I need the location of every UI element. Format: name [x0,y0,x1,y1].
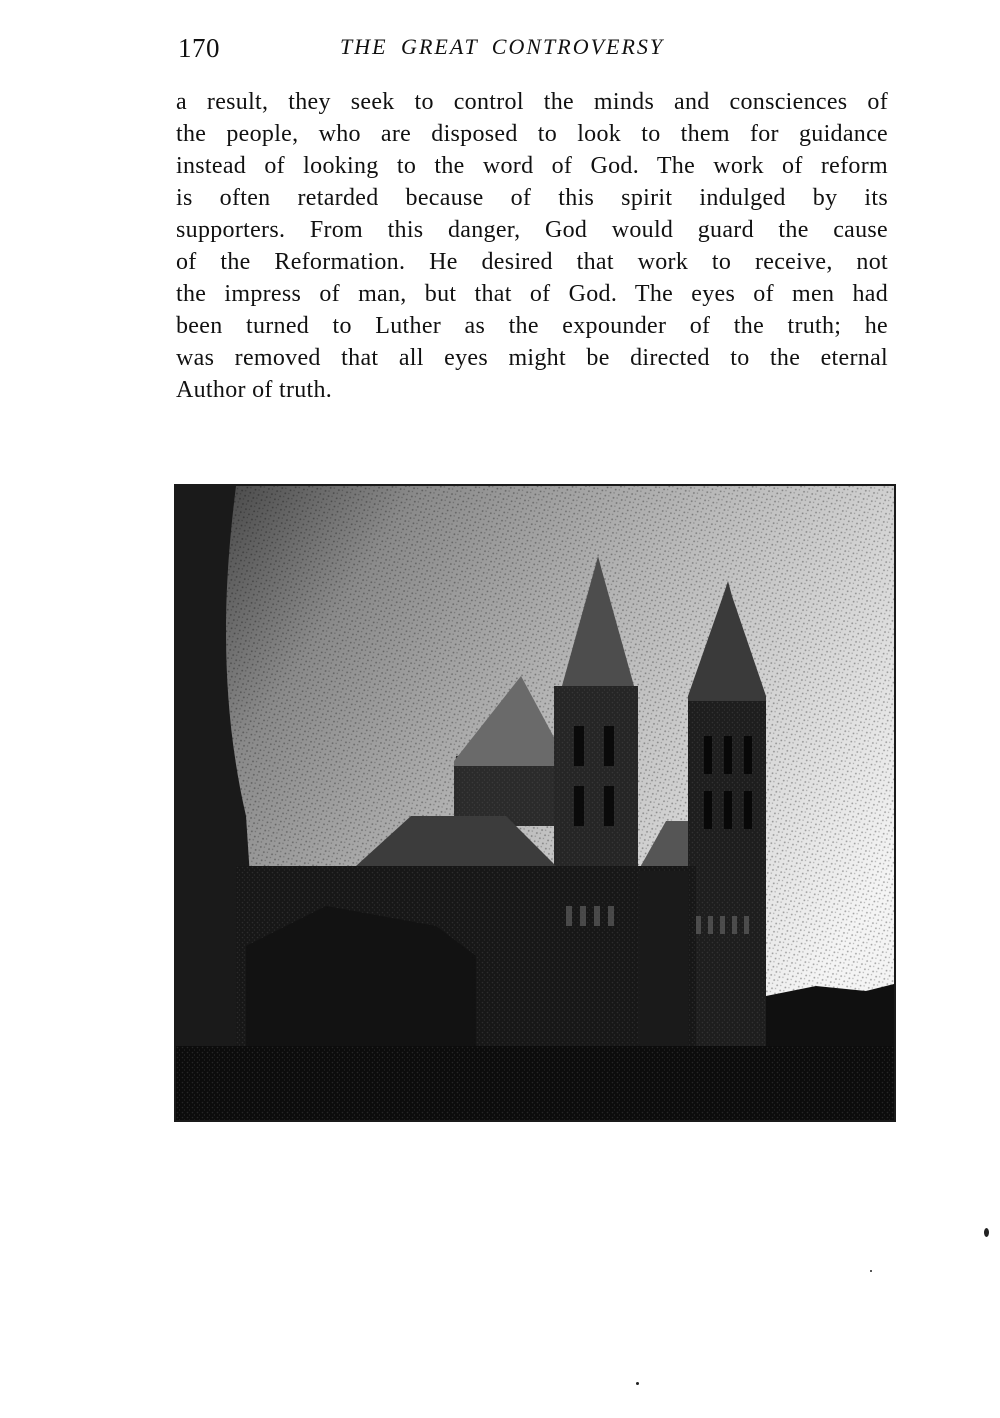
text-line: the people, who are disposed to look to them for guidance [176,121,888,147]
cathedral-illustration [176,486,894,1120]
print-speck [984,1228,989,1237]
running-head: THE GREAT CONTROVERSY [340,34,665,59]
page-number: 170 [178,33,220,63]
body-paragraph [176,86,888,406]
text-line: the impress of man, but that of God. The eyes of men had [176,281,888,307]
text-line: been turned to Luther as the expounder of the truth; he [176,313,888,339]
cathedral-photograph [174,484,896,1122]
print-speck [636,1382,639,1385]
print-speck [870,1270,872,1272]
text-line: instead of looking to the word of God. The work of reform [176,153,888,179]
text-line: supporters. From this danger, God would guard the cause [176,217,888,243]
text-line: is often retarded because of this spirit indulged by its [176,185,888,211]
text-line: of the Reformation. He desired that work to receive, not [176,249,888,275]
text-line: a result, they seek to control the minds and consciences of [176,89,888,115]
text-line: Author of truth. [176,377,333,403]
text-line: was removed that all eyes might be directed to the eternal [176,345,888,371]
